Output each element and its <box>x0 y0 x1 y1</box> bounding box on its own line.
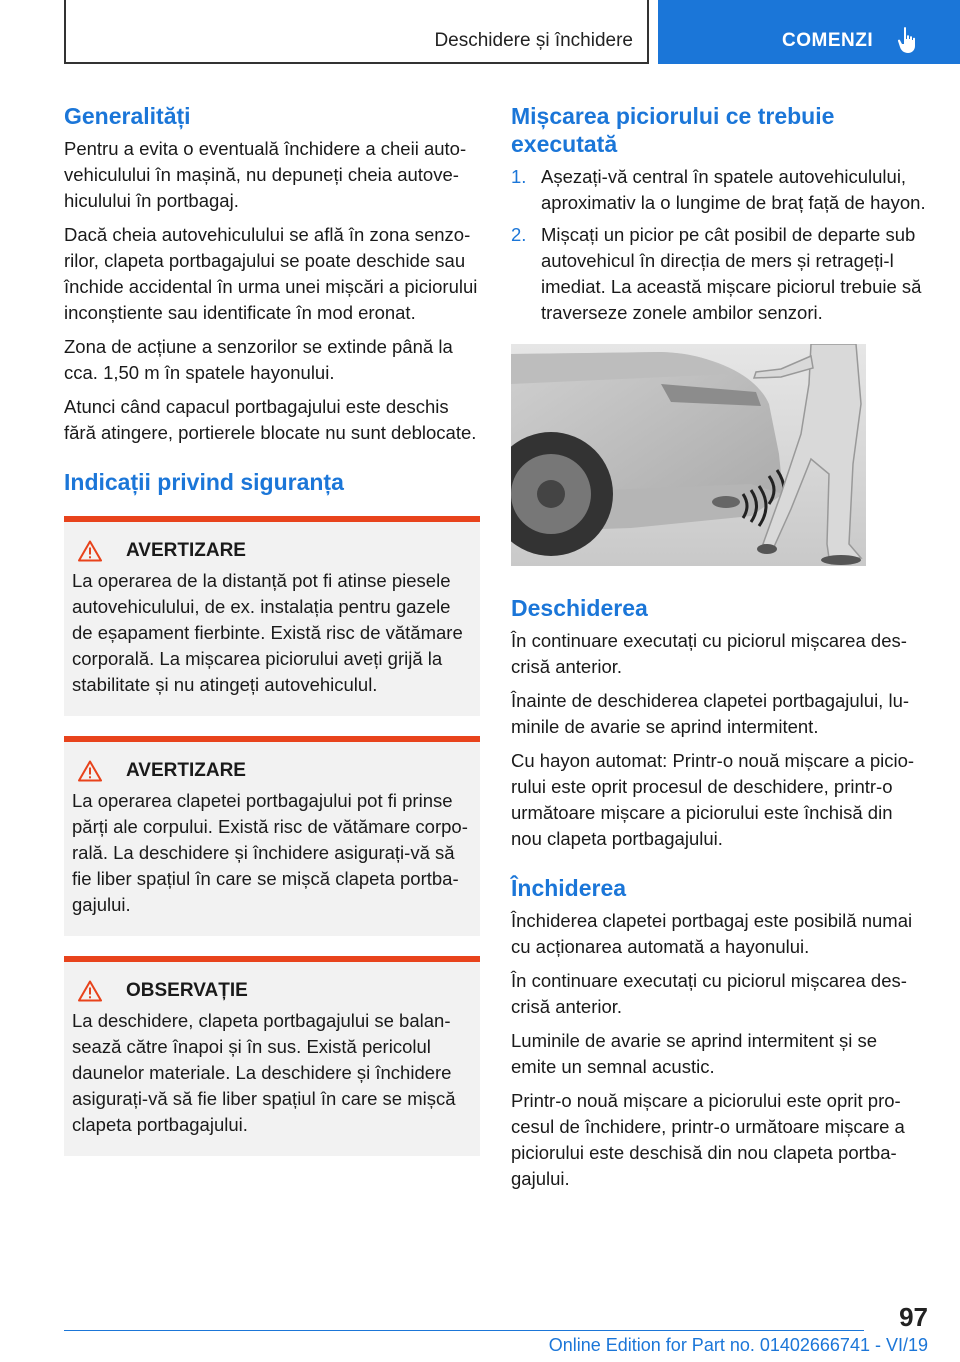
page-number: 97 <box>899 1302 928 1332</box>
closing-paragraph: Printr-o nouă mișcare a piciorului este oprit procesul de închidere, printr-o următoare mișcare a piciorului este deschisă din nou clapeta portbagajului. <box>511 1090 905 1189</box>
edition-footer: Online Edition for Part no. 01402666741 - VI/19 <box>548 1335 928 1355</box>
heading-general: Generalități <box>64 103 191 129</box>
chapter-label: COMENZI <box>782 30 874 51</box>
warning-box <box>64 736 480 936</box>
opening-paragraph: Cu hayon automat: Printr-o nouă mișcare a piciorului este oprit procesul de deschidere, printr-o următoare mișcare a piciorului este închisă din nou clapeta portbagajului. <box>511 750 915 849</box>
warning-box <box>64 516 480 716</box>
warning-triangle-icon <box>78 980 102 1002</box>
opening-paragraph: În continuare executați cu piciorul mișcarea descrisă anterior. <box>511 630 907 677</box>
step-text: Mișcați un picior pe cât posibil de departe sub autovehicul în direcția de mers și retrageți-l imediat. La această mișcare piciorul trebuie să traverseze zonele ambilor senzori. <box>541 224 922 323</box>
heading-foot-movement: Mișcarea piciorului ce trebuie executată <box>511 103 835 157</box>
heading-closing: Închiderea <box>511 875 627 901</box>
closing-paragraph: Luminile de avarie se aprind intermitent și se emite un semnal acustic. <box>511 1030 878 1077</box>
chapter-tab[interactable] <box>658 0 960 64</box>
closing-paragraph: Închiderea clapetei portbagaj este posibilă numai cu acționarea automată a hayonului. <box>511 910 913 957</box>
general-paragraph: Zona de acțiune a senzorilor se extinde până la cca. 1,50 m în spatele hayonului. <box>64 336 453 383</box>
header-section-bar <box>64 0 649 64</box>
general-paragraph: Atunci când capacul portbagajului este deschis fără atingere, portierele blocate nu sunt deblocate. <box>64 396 477 443</box>
foot-gesture-illustration <box>511 344 866 566</box>
warning-text: La operarea de la distanță pot fi atinse piesele autovehiculului, de ex. instalația pentru gazele de eșapament fierbinte. Există risc de vătămare corporală. La mișcarea piciorului aveți grijă la stabilitate și nu atingeți autovehiculul. <box>72 570 463 695</box>
opening-paragraph: Înainte de deschiderea clapetei portbagajului, luminile de avarie se aprind intermitent. <box>511 690 910 737</box>
warning-triangle-icon <box>78 540 102 562</box>
general-paragraph: Dacă cheia autovehiculului se află în zona senzorilor, clapeta portbagajului se poate deschide sau închide accidental în urma unei mișcări a piciorului inconștiente sau identificate în mod eronat. <box>64 224 478 323</box>
notice-box <box>64 956 480 1156</box>
hand-pointing-icon <box>896 26 920 54</box>
step-number: 1. <box>511 166 527 187</box>
notice-text: La deschidere, clapeta portbagajului se balansează către înapoi și în sus. Există pericolul daunelor materiale. La deschidere și închidere asigurați-vă să fie liber spațiul în care se mișcă clapeta portbagajului. <box>72 1010 456 1135</box>
car-rear-illustration <box>511 344 866 566</box>
closing-paragraph: În continuare executați cu piciorul mișcarea descrisă anterior. <box>511 970 907 1017</box>
warning-title: AVERTIZARE <box>126 540 246 561</box>
warning-text: La operarea clapetei portbagajului pot fi prinse părți ale corpului. Există risc de vătămare corporală. La deschidere și închidere asigurați-vă să fie liber spațiul în care se mișcă clapeta portbagajului. <box>72 790 468 915</box>
section-title: Deschidere și închidere <box>434 30 633 51</box>
right-column <box>511 102 927 1200</box>
warning-triangle-icon <box>78 760 102 782</box>
heading-safety: Indicații privind siguranța <box>64 469 344 495</box>
notice-title: OBSERVAȚIE <box>126 980 248 1001</box>
heading-opening: Deschiderea <box>511 595 648 621</box>
step-number: 2. <box>511 224 527 245</box>
step-text: Așezați-vă central în spatele autovehiculului, aproximativ la o lungime de braț față de hayon. <box>541 166 926 213</box>
warning-title: AVERTIZARE <box>126 760 246 781</box>
footer-divider <box>64 1330 864 1331</box>
general-paragraph: Pentru a evita o eventuală închidere a cheii autovehiculului în mașină, nu depuneți cheia autovehiculului în portbagaj. <box>64 138 467 211</box>
left-column <box>64 102 480 1156</box>
step-item <box>511 164 927 216</box>
step-item <box>511 222 927 326</box>
